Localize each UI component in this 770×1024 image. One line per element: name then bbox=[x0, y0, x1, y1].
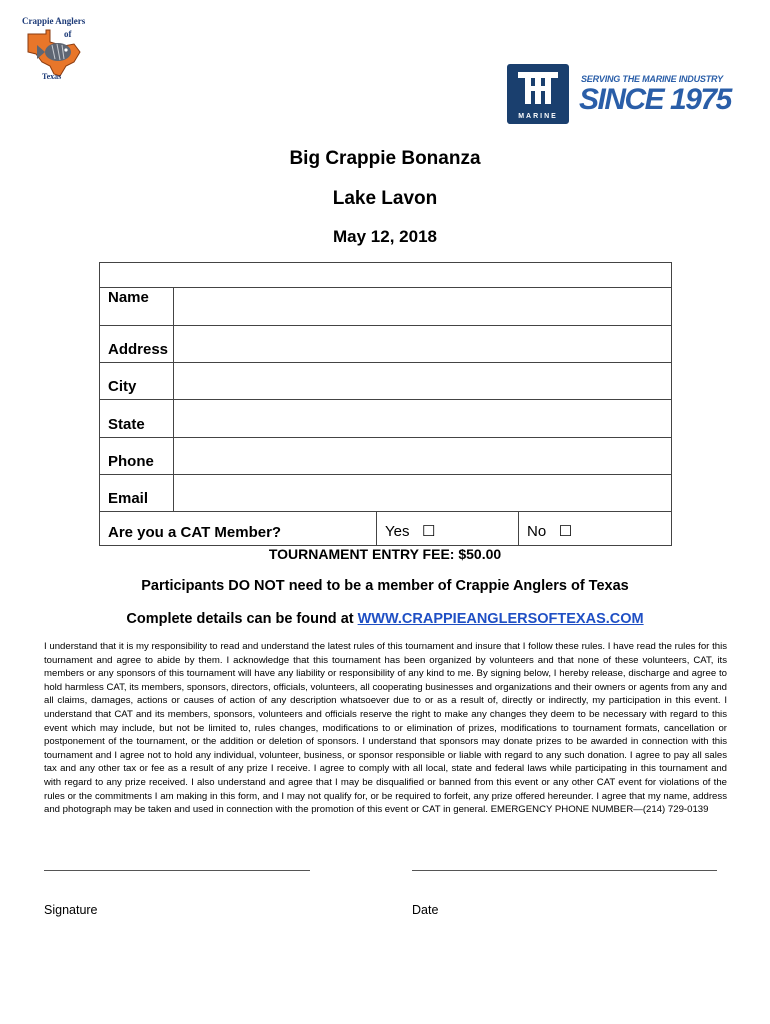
field-label-address: Address bbox=[108, 341, 169, 358]
th-marine-logo bbox=[507, 64, 731, 126]
crappie-anglers-logo bbox=[20, 14, 92, 84]
texas-fish-icon bbox=[24, 28, 86, 78]
no-divider bbox=[518, 512, 519, 545]
details-note bbox=[0, 611, 770, 627]
yes-label: Yes bbox=[385, 523, 410, 540]
form-row-name[interactable] bbox=[100, 288, 671, 326]
since-text: SINCE 1975 bbox=[579, 83, 731, 116]
membership-note: Participants DO NOT need to be a member of Crappie Anglers of Texas bbox=[141, 578, 629, 594]
member-yes-option[interactable] bbox=[385, 522, 435, 540]
no-checkbox-icon[interactable]: ☐ bbox=[558, 523, 573, 540]
th-monogram-icon bbox=[515, 68, 561, 108]
field-label-phone: Phone bbox=[108, 453, 154, 470]
signature-line[interactable] bbox=[44, 870, 310, 871]
no-label: No bbox=[527, 523, 547, 540]
signature-label: Signature bbox=[44, 903, 98, 917]
website-link[interactable]: WWW.CRAPPIEANGLERSOFTEXAS.COM bbox=[357, 611, 644, 627]
registration-form bbox=[99, 262, 672, 546]
logo-text-line2: of bbox=[64, 29, 72, 39]
date-label: Date bbox=[412, 903, 439, 917]
form-row-member bbox=[100, 512, 671, 545]
yes-divider bbox=[376, 512, 377, 545]
lake-title: Lake Lavon bbox=[332, 188, 438, 209]
field-label-state: State bbox=[108, 416, 145, 433]
member-question: Are you a CAT Member? bbox=[108, 524, 282, 541]
date-line[interactable] bbox=[412, 870, 717, 871]
entry-fee: TOURNAMENT ENTRY FEE: $50.00 bbox=[268, 546, 502, 562]
event-date: May 12, 2018 bbox=[333, 227, 437, 246]
field-label-city: City bbox=[108, 378, 137, 395]
field-label-name: Name bbox=[108, 289, 149, 306]
badge-marine-text: MARINE bbox=[518, 113, 558, 120]
yes-checkbox-icon[interactable]: ☐ bbox=[422, 523, 436, 540]
tagline-text: SERVING THE MARINE INDUSTRY bbox=[581, 74, 723, 84]
member-no-option[interactable] bbox=[527, 522, 572, 540]
form-row-phone[interactable] bbox=[100, 438, 671, 475]
th-badge bbox=[507, 64, 569, 124]
logo-text-line3: Texas bbox=[42, 72, 62, 81]
form-header-row bbox=[100, 263, 671, 288]
label-divider bbox=[173, 288, 174, 512]
details-prefix: Complete details can be found at bbox=[126, 611, 354, 627]
logo-text-line1: Crappie Anglers bbox=[22, 16, 86, 26]
liability-waiver: I understand that it is my responsibility to read and understand the latest rules of this tournament and insure that I follow these rules. I have read the rules for this tournament and agree to abide by them. I acknowledge that this tournament has been organized by volunteers and that none of these volunteers, CAT, its members or any sponsors of this tournament will have any liability or responsibility of any kind to me. By signing below, I hereby release, discharge and agree to hold harmless CAT, its members, sponsors, directors, officials, volunteers, all cooperating businesses and organizations and their owners or agents from any and all claims, damages, actions or causes of action of any description whatsoever due to or as a result of, directly or indirectly, my participation in this event. I understand that CAT and its members, sponsors, volunteers and officials reserve the right to make any changes they deem to be necessary with regard to this event which may include, but not be limited to, rules changes, modifications to or elimination of prizes, modifications to tournament formats, cancellation or postponement of the tournament, or the addition or deletion of sponsors. I understand that sponsors may donate prizes to be awarded in connection with this tournament and I agree not to hold any individual, volunteer, business, or sponsor responsible or liable with regard to any such donation. I agree to pay all sales tax and any other tax or fee as a result of any prize I receive. I agree to comply with all local, state and federal laws while participating in this tournament and with regard to any prize received. I also understand and agree that I may be disqualified or banned from this event or any other CAT event for violations of the rules or the commitments I am making in this form, and I may not qualify for, or be required to forfeit, any prize offered hereunder. I agree that my name, address and photograph may be taken and used in connection with the promotion of this event or CAT in general. EMERGENCY PHONE NUMBER—(214) 729-0139 bbox=[44, 641, 727, 816]
form-row-state[interactable] bbox=[100, 400, 671, 438]
form-row-email[interactable] bbox=[100, 475, 671, 512]
event-title: Big Crappie Bonanza bbox=[289, 148, 481, 169]
form-row-address[interactable] bbox=[100, 326, 671, 363]
form-row-city[interactable] bbox=[100, 363, 671, 400]
field-label-email: Email bbox=[108, 490, 149, 507]
